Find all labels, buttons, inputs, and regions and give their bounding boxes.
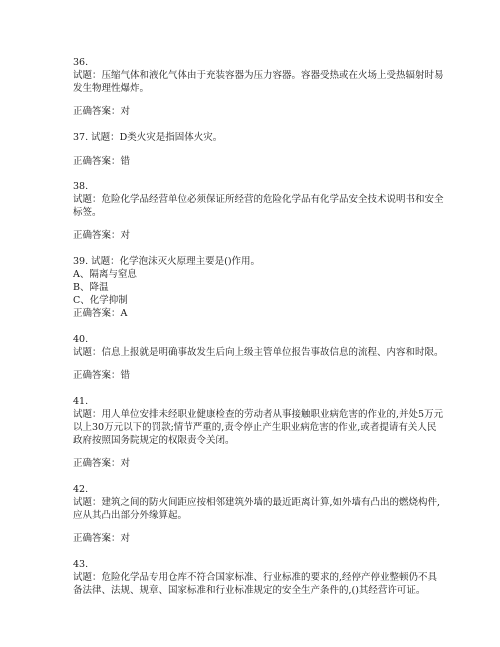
question-text: 试题：压缩气体和液化气体由于充装容器为压力容器。容器受热或在火场上受热辐射时易: [73, 70, 444, 81]
answer-text: 正确答案：错: [73, 156, 131, 167]
question-number: 36.: [73, 57, 89, 68]
question-text: 试题：建筑之间的防火间距应按相邻建筑外墙的最近距离计算,如外墙有凸出的燃烧构件,: [73, 497, 441, 508]
question-text: 政府按照国务院规定的权限责令关闭。: [73, 435, 235, 446]
question-text: 标签。: [73, 207, 102, 218]
question-number: 43.: [73, 559, 89, 570]
question-number: 39.: [73, 256, 89, 267]
answer-text: 正确答案：对: [73, 106, 131, 117]
option-a: A、隔离与窒息: [73, 269, 137, 280]
option-c: C、化学抑制: [73, 295, 128, 306]
question-text: 试题：化学泡沫灭火原理主要是()作用。: [91, 256, 261, 267]
question-number: 41.: [73, 396, 89, 407]
question-number: 42.: [73, 484, 89, 495]
answer-text: 正确答案：对: [73, 533, 131, 544]
question-text: 备法律、法规、规章、国家标准和行业标准规定的安全生产条件的,()其经营许可证。: [73, 585, 426, 596]
answer-text: 正确答案：A: [73, 308, 128, 319]
option-b: B、降温: [73, 282, 109, 293]
question-text: 试题：信息上报就是明确事故发生后向上级主管单位报告事故信息的流程、内容和时限。: [73, 347, 444, 358]
question-item: [73, 131, 222, 144]
question-text: 试题：D类火灾是指固体火灾。: [91, 132, 223, 143]
question-text: 试题：危险化学品经营单位必须保证所经营的危险化学品有化学品安全技术说明书和安全: [73, 194, 444, 205]
question-number: 38.: [73, 181, 89, 192]
question-text: 应从其凸出部分外缘算起。: [73, 510, 188, 521]
answer-text: 正确答案：对: [73, 230, 131, 241]
question-text: 发生物理性爆炸。: [73, 83, 150, 94]
question-text: 试题：用人单位安排未经职业健康检查的劳动者从事接触职业病危害的作业的,并处5万元: [73, 409, 444, 420]
question-number: 40.: [73, 334, 89, 345]
answer-text: 正确答案：错: [73, 370, 131, 381]
question-text: 试题：危险化学品专用仓库不符合国家标准、行业标准的要求的,经停产停业整顿仍不具: [73, 572, 438, 583]
answer-text: 正确答案：对: [73, 458, 131, 469]
question-text: 以上30万元以下的罚款;情节严重的,责令停止产生职业病危害的作业,或者提请有关人民: [73, 422, 437, 433]
question-item: [73, 255, 260, 268]
question-number: 37.: [73, 132, 89, 143]
